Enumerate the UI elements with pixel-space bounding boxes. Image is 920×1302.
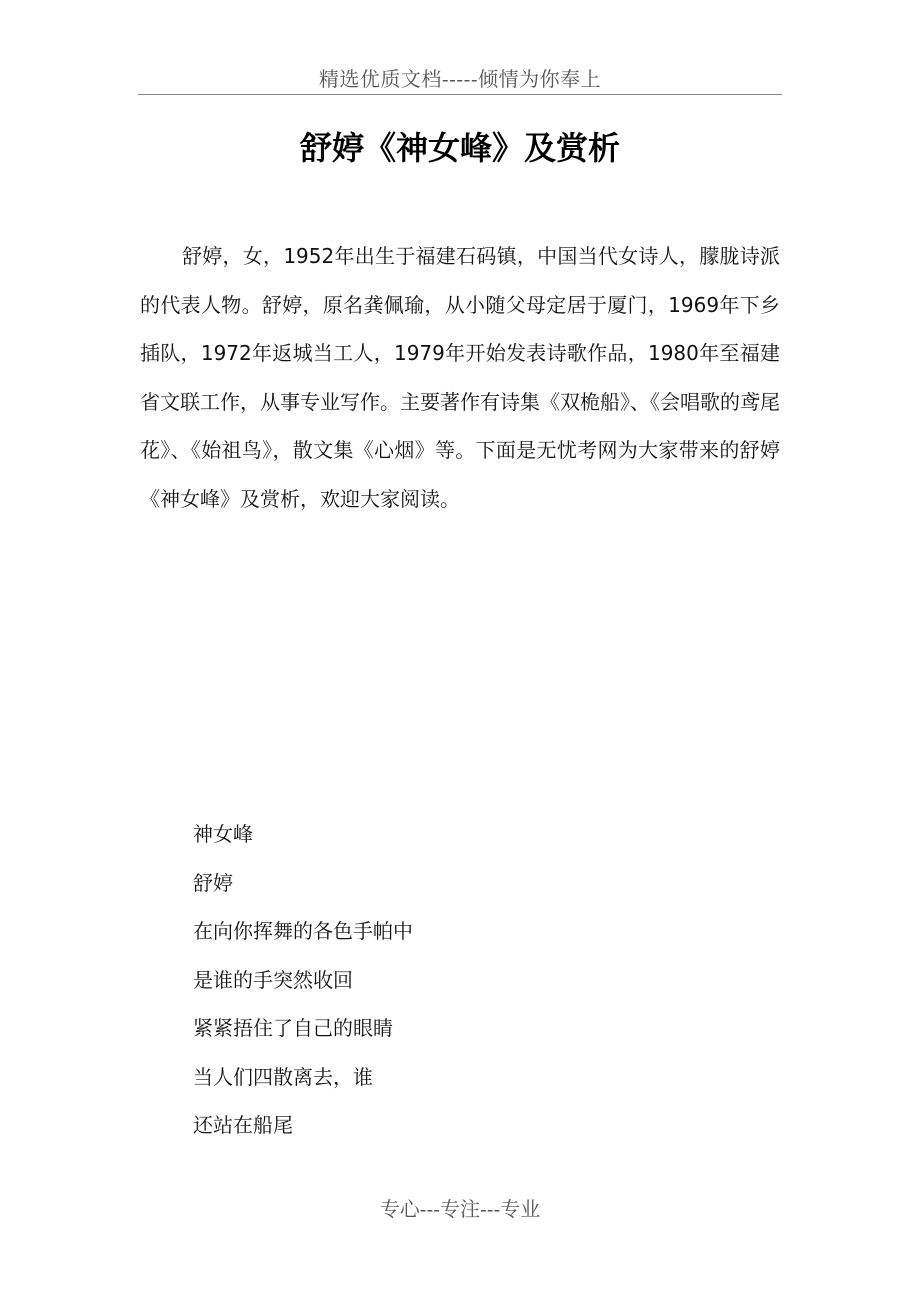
poem-line: 是谁的手突然收回 (193, 967, 353, 992)
poem-line: 紧紧捂住了自己的眼睛 (193, 1016, 393, 1040)
document-title: 舒婷《神女峰》及赏析 (299, 129, 620, 167)
poem-line: 在向你挥舞的各色手帕中 (193, 919, 413, 943)
poem (193, 810, 753, 1150)
poem-line: 当人们四散离去，谁 (193, 1064, 373, 1089)
poem-line: 还站在船尾 (193, 1113, 293, 1137)
page-footer: 专心---专注---专业 (379, 1197, 541, 1221)
header-divider (138, 94, 782, 95)
page-header: 精选优质文档-----倾情为你奉上 (318, 67, 602, 91)
poem-author: 舒婷 (193, 870, 233, 895)
poem-title: 神女峰 (193, 822, 253, 846)
intro-paragraph: 舒婷，女，1952年出生于福建石码镇，中国当代女诗人，朦胧诗派的代表人物。舒婷，原名龚佩瑜，从小随父母定居于厦门，1969年下乡插队，1972年返城当工人，1979年开始发表诗歌作品，1980年至福建省文联工作，从事专业写作。主要著作有诗集《双桅船》、《会唱歌的鸢尾花》、《始祖鸟》，散文集《心烟》等。下面是无忧考网为大家带来的舒婷《神女峰》及赏析，欢迎大家阅读。 (140, 244, 780, 511)
